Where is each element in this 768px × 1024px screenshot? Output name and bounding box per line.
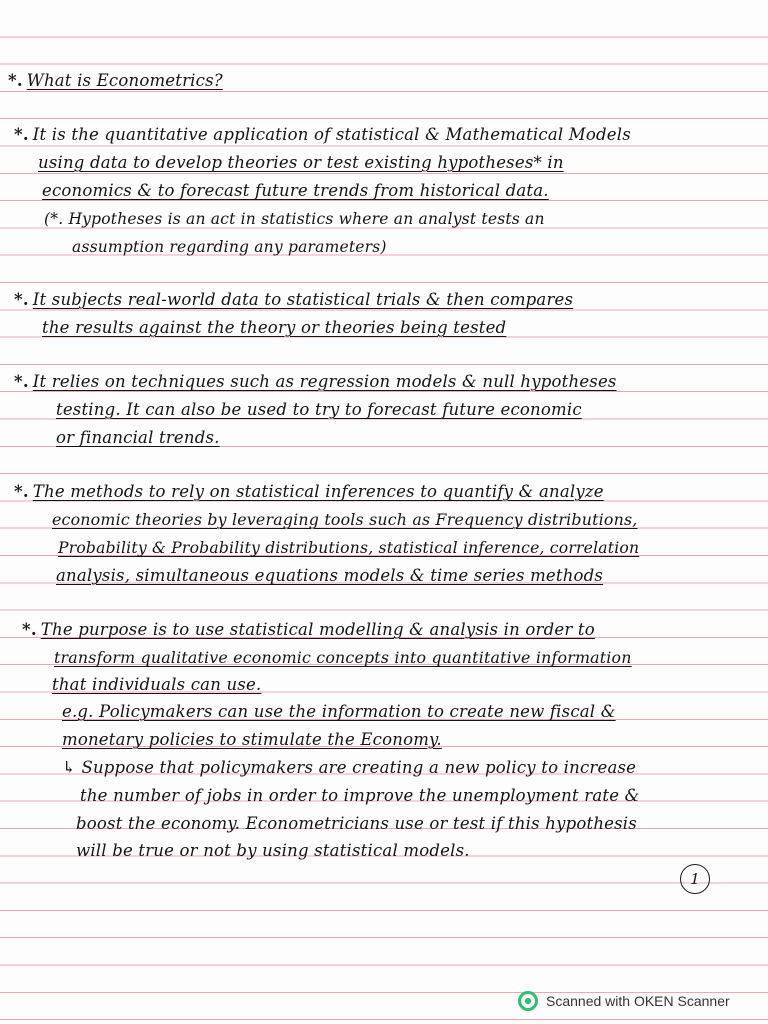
paragraph-5-line-9: will be true or not by using statistical models. [76, 841, 470, 860]
paragraph-4-line-3: Probability & Probability distributions, statistical inference, correlation [58, 539, 640, 557]
paragraph-5-line-6: ↳ Suppose that policymakers are creating a new policy to increase [62, 758, 637, 777]
paragraph-3-line-1: *. It relies on techniques such as regression models & null hypotheses [14, 372, 617, 391]
paragraph-5-line-2: transform qualitative economic concepts into quantitative information [54, 648, 632, 667]
paragraph-1-line-2: using data to develop theories or test existing hypotheses* in [38, 153, 564, 172]
paragraph-5-line-7: the number of jobs in order to improve the unemployment rate & [80, 786, 640, 805]
paragraph-5-line-3: that individuals can use. [52, 675, 262, 694]
paragraph-4-line-2: economic theories by leveraging tools such as Frequency distributions, [52, 510, 638, 529]
bullet-star: *. [14, 290, 29, 309]
paragraph-3-line-3: or financial trends. [56, 428, 220, 447]
page-title [8, 70, 223, 92]
paragraph-1-line-5: assumption regarding any parameters) [72, 238, 387, 256]
paragraph-1-line-1: *. It is the quantitative application of statistical & Mathematical Models [14, 125, 631, 144]
bullet-star: *. [14, 482, 29, 501]
bullet-star: *. [8, 71, 23, 90]
paragraph-5-line-1: *. The purpose is to use statistical modelling & analysis in order to [22, 620, 595, 639]
bullet-star: *. [22, 620, 37, 639]
scanner-watermark [518, 990, 730, 1012]
paragraph-2-line-1: *. It subjects real-world data to statistical trials & then compares [14, 290, 574, 309]
paragraph-2-line-2: the results against the theory or theories being tested [42, 318, 507, 337]
paragraph-5-line-5: monetary policies to stimulate the Economy. [62, 730, 442, 749]
page-title-text: What is Econometrics? [26, 71, 223, 90]
paragraph-4-line-1: *. The methods to rely on statistical inferences to quantify & analyze [14, 482, 604, 501]
paragraph-5-line-8: boost the economy. Econometricians use or test if this hypothesis [76, 814, 637, 833]
paragraph-5-line-4: e.g. Policymakers can use the information to create new fiscal & [62, 702, 616, 721]
page-number: 1 [680, 864, 710, 894]
paragraph-1-line-3: economics & to forecast future trends from historical data. [42, 181, 549, 200]
paragraph-4-line-4: analysis, simultaneous equations models & time series methods [56, 566, 604, 585]
paragraph-3-line-2: testing. It can also be used to try to forecast future economic [56, 400, 582, 419]
scanner-label: Scanned with OKEN Scanner [546, 993, 730, 1009]
bullet-star: *. [14, 372, 29, 391]
scanner-logo-icon [518, 991, 538, 1011]
paragraph-1-line-4: (*. Hypotheses is an act in statistics where an analyst tests an [44, 210, 545, 228]
bullet-star: *. [14, 125, 29, 144]
